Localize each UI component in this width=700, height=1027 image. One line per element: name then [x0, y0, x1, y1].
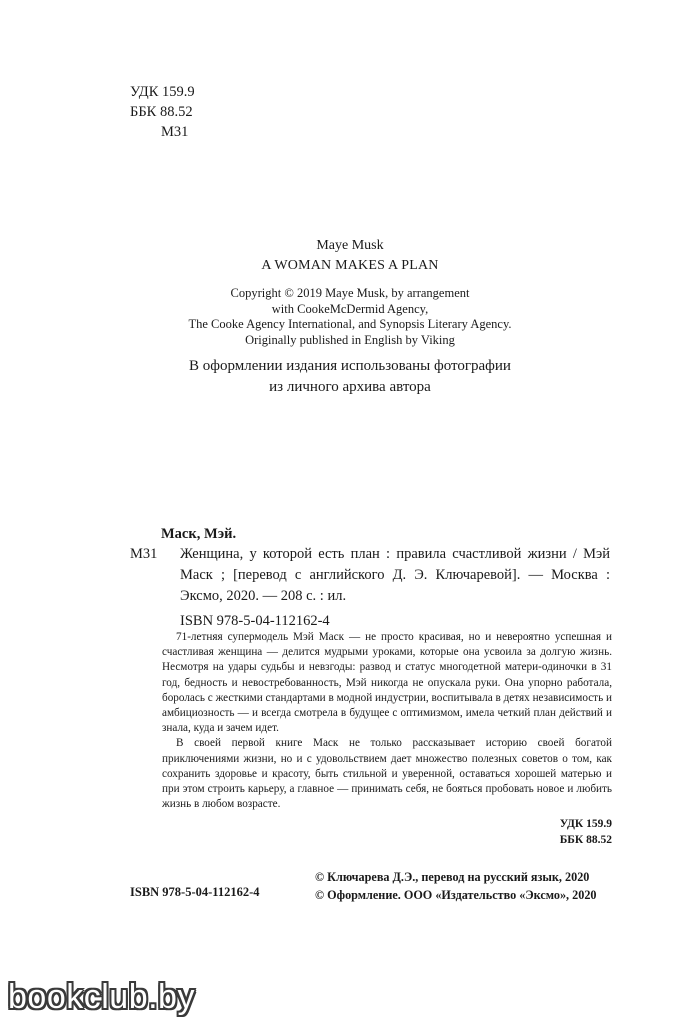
- record-entry: [130, 544, 610, 607]
- photo-note-line: В оформлении издания использованы фотографии: [189, 358, 511, 374]
- photo-note-line: из личного архива автора: [269, 379, 431, 395]
- original-title: A WOMAN MAKES A PLAN: [261, 258, 439, 273]
- bbk-code: ББК 88.52: [130, 104, 193, 120]
- copyright-line: Originally published in English by Viking: [245, 332, 455, 347]
- copyright-design: © Оформление. ООО «Издательство «Эксмо», 2020: [315, 888, 597, 902]
- udk-code: УДК 159.9: [130, 84, 195, 100]
- classification-right: [560, 816, 612, 848]
- annotation-paragraph: 71-летняя супермодель Мэй Маск — не просто красивая, но и невероятно успешная и счастливая женщина — делится мудрыми уроками, которые она усвоила за долгую жизнь. Несмотря на удары судьбы и невзгоды: развод и статус многодетной матери-одиночки в 31 год, бедность и невостребованность, Мэй никогда не опускала руки. Она упорно работала, боролась с жесткими стандартами в модной индустрии, воспитывала в детях независимость и амбициозность — и всегда смотрела в будущее с оптимизмом, имела четкий план действий и знала, куда и зачем идет.: [162, 631, 612, 735]
- udk-code-right: УДК 159.9: [559, 818, 612, 830]
- watermark-text: bookclub.by: [8, 978, 195, 1016]
- record-author: Маск, Мэй.: [161, 526, 237, 542]
- bibliographic-record: [130, 524, 610, 631]
- copyright-line: The Cooke Agency International, and Synopsis Literary Agency.: [188, 317, 512, 331]
- bbk-code-right: ББК 88.52: [559, 834, 612, 846]
- record-isbn: ISBN 978-5-04-112162-4: [180, 613, 330, 629]
- copyright-line: with CookeMcDermid Agency,: [271, 301, 429, 316]
- annotation: [162, 630, 612, 812]
- udk-block: [130, 82, 195, 142]
- original-author: Maye Musk: [316, 238, 384, 253]
- author-mark: М31: [161, 124, 189, 140]
- record-description: Женщина, у которой есть план : правила счастливой жизни / Мэй Маск ; [перевод с английского Д. Э. Ключаревой]. — Москва : Эксмо, 2020. — 208 с. : ил.: [180, 546, 610, 604]
- copyright-line: Copyright © 2019 Maye Musk, by arrangement: [230, 286, 470, 300]
- footer-isbn: ISBN 978-5-04-112162-4: [130, 885, 260, 899]
- original-copyright: [0, 286, 700, 348]
- photo-note: [0, 356, 700, 398]
- annotation-paragraph: В своей первой книге Маск не только рассказывает историю своей богатой приключениями жизни, но и с удовольствием дает множество полезных советов о том, как сохранить здоровье и красоту, быть стильной и уверенной, оставаться хорошей матерью и при этом строить карьеру, а главное — принимать себя, не бояться пробовать новое и любить жизнь в любом возрасте.: [162, 737, 612, 811]
- copyright-translation: © Ключарева Д.Э., перевод на русский язык, 2020: [315, 870, 590, 884]
- footer-copyrights: [315, 868, 597, 904]
- record-code: М31: [130, 546, 158, 562]
